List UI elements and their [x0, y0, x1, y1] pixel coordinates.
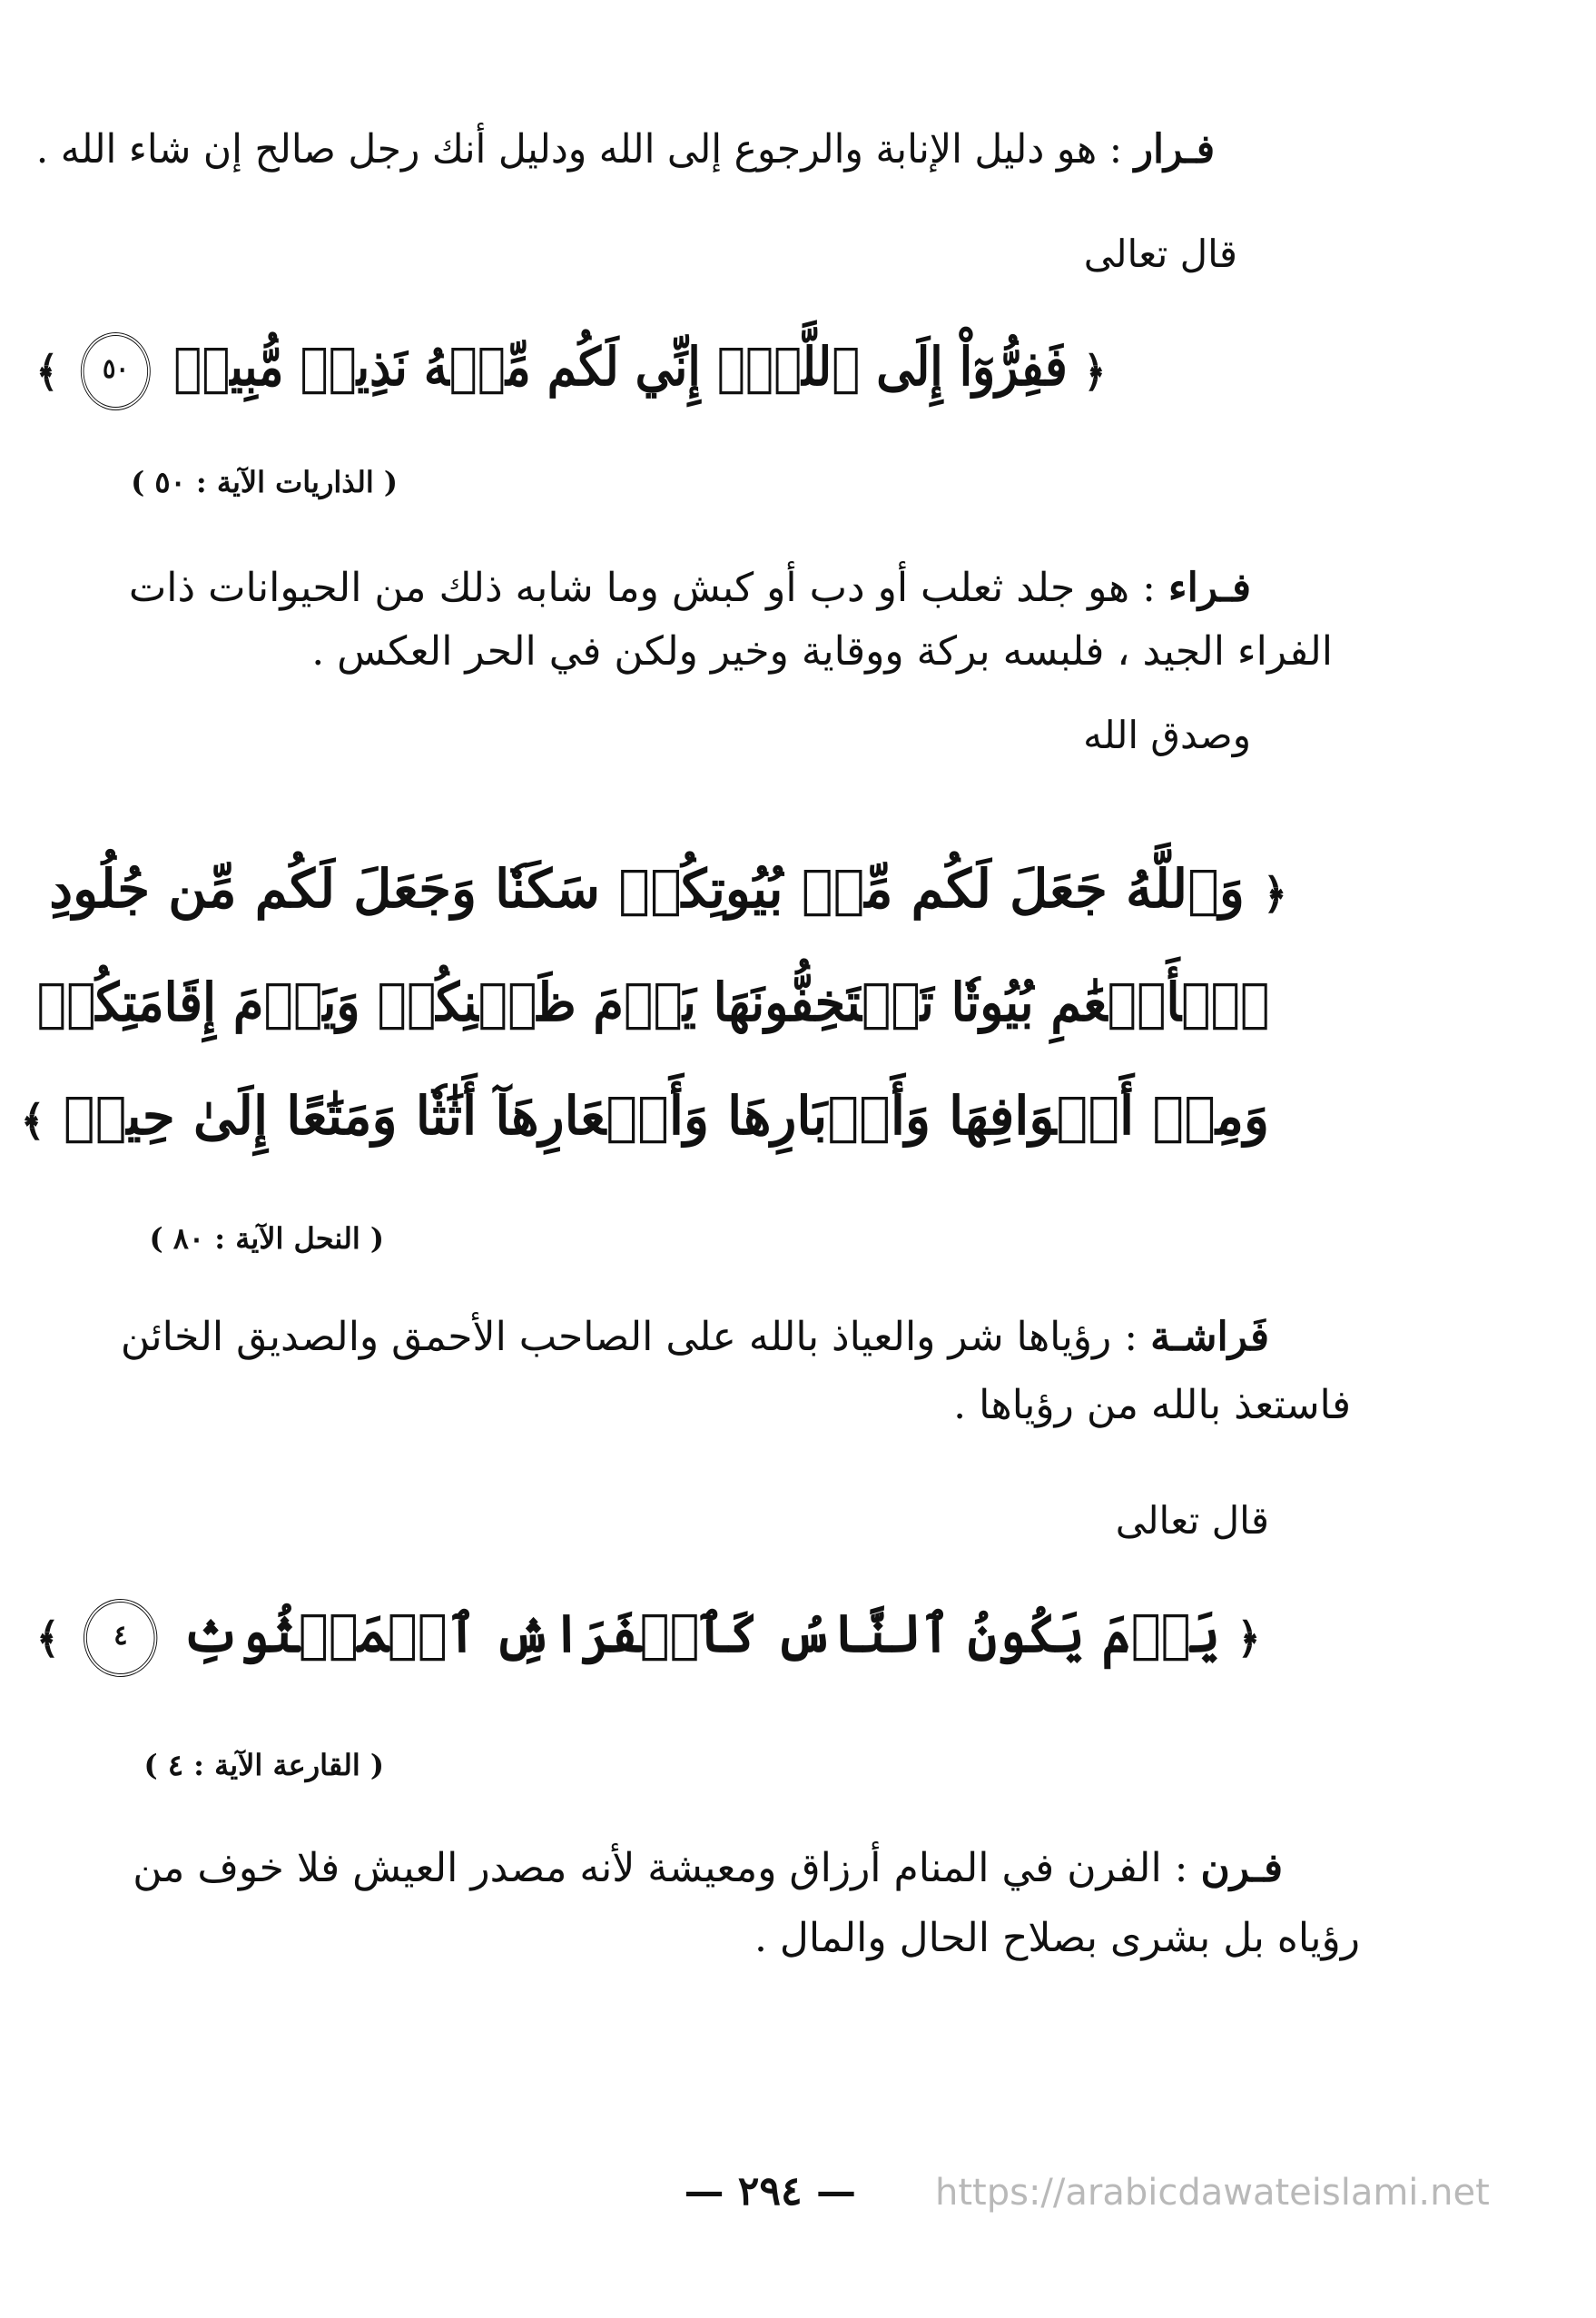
- entry-text: هو جلد ثعلب أو دب أو كبش وما شابه ذلك من الحيوانات ذات: [128, 565, 1130, 611]
- verse-reference: ( النحل الآية : ٨٠ ): [149, 1221, 384, 1256]
- watermark: https://arabicdawateislami.net: [935, 2172, 1490, 2214]
- entry-fara-line-1: [129, 558, 1251, 618]
- verse-line: يَوۡمَ يَكُونُ ٱلنَّاسُ كَٱلۡفَرَاشِ ٱلۡمَبۡثُوثِ: [181, 1603, 1220, 1664]
- verse-line: وَٱللَّهُ جَعَلَ لَكُم مِّنۢ بُيُوتِكُمۡ سَكَنٗا وَجَعَلَ لَكُم مِّن جُلُودِ: [49, 858, 1245, 920]
- verse-reference: ( الذاريات الآية : ٥٠ ): [131, 465, 398, 499]
- entry-furn-line-1: [133, 1839, 1283, 1899]
- quran-verse-fara-line-1: [49, 840, 1287, 942]
- entry-text: هو دليل الإنابة والرجوع إلى الله ودليل أنك رجل صالح إن شاء الله .: [35, 126, 1098, 173]
- entry-term: فَراشـة: [1150, 1314, 1269, 1360]
- verse-close-bracket: ﴾: [35, 347, 58, 396]
- entry-separator: :: [1161, 1845, 1201, 1891]
- verse-reference: ( القارعة الآية : ٤ ): [143, 1748, 384, 1782]
- entry-firar-line-1: [36, 120, 1215, 180]
- entry-farasha-line-2: فاستعذ بالله من رؤياها .: [953, 1382, 1351, 1428]
- entry-text: الفرن في المنام أرزاق ومعيشة لأنه مصدر العيش فلا خوف من: [133, 1845, 1162, 1891]
- entry-separator: :: [1129, 565, 1168, 611]
- ayah-number-badge: ٤: [84, 1599, 157, 1677]
- page-number: — ٢٩٤ —: [684, 2168, 856, 2214]
- verse-line: وَمِنۡ أَصۡوَافِهَا وَأَوۡبَارِهَا وَأَشۡعَارِهَآ أَثَٰثٗا وَمَتَٰعًا إِلَىٰ حِينٖ: [63, 1085, 1269, 1147]
- quran-verse-farasha: [36, 1584, 1260, 1687]
- quran-verse-fara-line-2: [36, 953, 1269, 1051]
- entry-term: فـرن: [1200, 1845, 1283, 1891]
- entry-farasha-line-1: [121, 1307, 1269, 1367]
- verse-intro: قال تعالى: [1083, 232, 1237, 276]
- ayah-number-badge: ٥٠: [81, 332, 151, 410]
- entry-term: فـراء: [1167, 565, 1251, 611]
- entry-text: رؤياها شر والعياذ بالله على الصاحب الأحمق والصديق الخائن: [120, 1314, 1112, 1360]
- verse-open-bracket: ﴿: [1263, 869, 1287, 918]
- verse-intro: وصدق الله: [1083, 713, 1251, 757]
- verse-line: ٱلۡأَنۡعَٰمِ بُيُوتٗا تَسۡتَخِفُّونَهَا يَوۡمَ ظَعۡنِكُمۡ وَيَوۡمَ إِقَامَتِكُمۡ: [36, 972, 1269, 1033]
- verse-close-bracket: ﴾: [20, 1096, 45, 1145]
- verse-open-bracket: ﴿: [1083, 347, 1106, 396]
- entry-separator: :: [1111, 1314, 1151, 1360]
- verse-close-bracket: ﴾: [35, 1613, 60, 1662]
- entry-furn-line-2: رؤياه بل بشرى بصلاح الحال والمال .: [754, 1915, 1360, 1961]
- verse-line: فَفِرُّوٓاْ إِلَى ٱللَّهِۖ إِنِّي لَكُم مِّنۡهُ نَذِيرٞ مُّبِينٞ: [173, 336, 1068, 398]
- quran-verse-firar: [36, 318, 1106, 420]
- entry-term: فـرار: [1134, 126, 1215, 173]
- entry-fara-line-2: الفراء الجيد ، فلبسه بركة ووقاية وخير ولكن في الحر العكس .: [311, 628, 1333, 675]
- verse-open-bracket: ﴿: [1236, 1613, 1260, 1662]
- quran-verse-fara-line-3: [21, 1067, 1269, 1169]
- verse-intro: قال تعالى: [1115, 1498, 1269, 1543]
- entry-separator: :: [1097, 126, 1135, 173]
